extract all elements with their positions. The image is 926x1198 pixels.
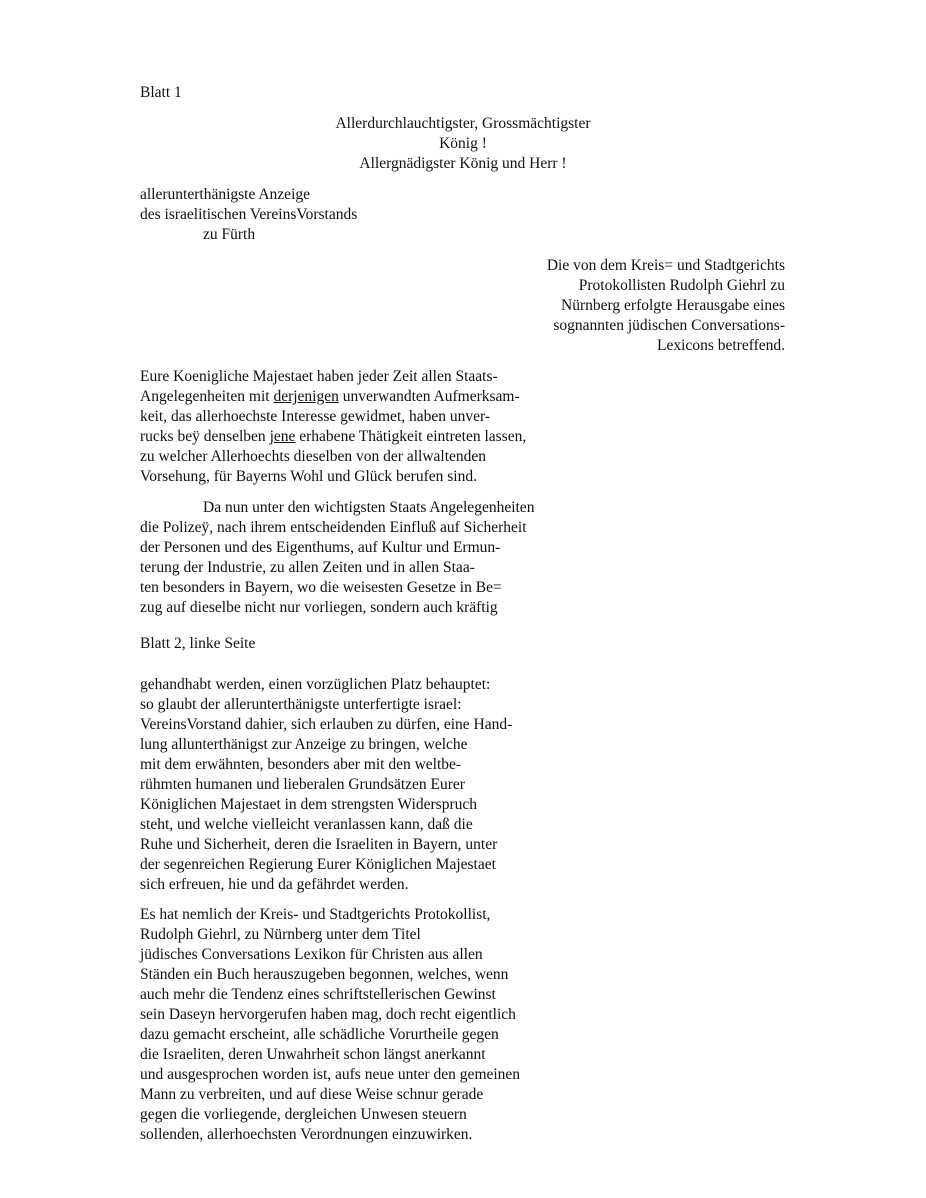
petition-line: des israelitischen VereinsVorstands: [140, 206, 358, 223]
paragraph-line: dazu gemacht erscheint, alle schädliche Vorurtheile gegen: [140, 1026, 499, 1043]
paragraph-line: Eure Koenigliche Majestaet haben jeder Zeit allen Staats-: [140, 368, 498, 385]
paragraph-line: sollenden, allerhoechsten Verordnungen einzuwirken.: [140, 1126, 473, 1143]
paragraph-line: VereinsVorstand dahier, sich erlauben zu dürfen, eine Hand-: [140, 716, 513, 733]
subject-line: Lexicons betreffend.: [657, 337, 785, 354]
paragraph-line: gegen die vorliegende, dergleichen Unwesen steuern: [140, 1106, 467, 1123]
paragraph-line: sein Daseyn hervorgerufen haben mag, doch recht eigentlich: [140, 1006, 516, 1023]
paragraph-line: Vorsehung, für Bayerns Wohl und Glück berufen sind.: [140, 468, 477, 485]
paragraph-line: der segenreichen Regierung Eurer Königlichen Majestaet: [140, 856, 496, 873]
subject-line: Die von dem Kreis= und Stadtgerichts: [546, 257, 785, 274]
paragraph-line: ten besonders in Bayern, wo die weisesten Gesetze in Be=: [140, 579, 502, 596]
paragraph-line: so glaubt der allerunterthänigste unterfertigte israel:: [140, 696, 462, 713]
paragraph-line: zug auf dieselbe nicht nur vorliegen, sondern auch kräftig: [140, 599, 498, 616]
paragraph-line: terung der Industrie, zu allen Zeiten und in allen Staa-: [140, 559, 475, 576]
underlined-word: jene: [269, 428, 296, 445]
petition-line: allerunterthänigste Anzeige: [140, 186, 311, 203]
petition-line: zu Fürth: [203, 226, 256, 243]
subject-line: sognannten jüdischen Conversations-: [553, 317, 785, 334]
paragraph-line: rühmten humanen und lieberalen Grundsätzen Eurer: [140, 776, 465, 793]
page-label-blatt-2: Blatt 2, linke Seite: [140, 635, 256, 652]
paragraph-line: rucks beÿ denselben jene erhabene Thätigkeit eintreten lassen,: [140, 428, 527, 445]
salutation-line: Allerdurchlauchtigster, Grossmächtigster: [335, 115, 591, 132]
paragraph-line: Ständen ein Buch herauszugeben begonnen, welches, wenn: [140, 966, 509, 983]
paragraph-line: Königlichen Majestaet in dem strengsten Widerspruch: [140, 796, 477, 813]
paragraph-line: jüdisches Conversations Lexikon für Christen aus allen: [140, 946, 483, 963]
paragraph-line: und ausgesprochen worden ist, aufs neue unter den gemeinen: [140, 1066, 521, 1083]
paragraph-line: Ruhe und Sicherheit, deren die Israeliten in Bayern, unter: [140, 836, 498, 853]
paragraph-line: Mann zu verbreiten, und auf diese Weise schnur gerade: [140, 1086, 484, 1103]
paragraph-line: Da nun unter den wichtigsten Staats Angelegenheiten: [203, 499, 535, 516]
paragraph-line: der Personen und des Eigenthums, auf Kultur und Ermun-: [140, 539, 501, 556]
salutation-line: König !: [439, 135, 487, 152]
paragraph-line: lung allunterthänigst zur Anzeige zu bringen, welche: [140, 736, 468, 753]
paragraph-line: keit, das allerhoechste Interesse gewidmet, haben unver-: [140, 408, 491, 425]
underlined-word: derjenigen: [273, 388, 339, 405]
paragraph-line: steht, und welche vielleicht veranlassen kann, daß die: [140, 816, 473, 833]
paragraph-line: zu welcher Allerhoechts dieselben von der allwaltenden: [140, 448, 487, 465]
paragraph-line: Es hat nemlich der Kreis- und Stadtgerichts Protokollist,: [140, 906, 491, 923]
paragraph-line: sich erfreuen, hie und da gefährdet werden.: [140, 876, 409, 893]
paragraph-line: die Polizeÿ, nach ihrem entscheidenden Einfluß auf Sicherheit: [140, 519, 527, 536]
subject-line: Protokollisten Rudolph Giehrl zu: [578, 277, 785, 294]
paragraph-line: Rudolph Giehrl, zu Nürnberg unter dem Titel: [140, 926, 421, 943]
paragraph-line: Angelegenheiten mit derjenigen unverwandten Aufmerksam-: [140, 388, 520, 405]
page-label-blatt-1: Blatt 1: [140, 84, 182, 101]
paragraph-line: mit dem erwähnten, besonders aber mit den weltbe-: [140, 756, 462, 773]
paragraph-line: die Israeliten, deren Unwahrheit schon längst anerkannt: [140, 1046, 486, 1063]
paragraph-line: gehandhabt werden, einen vorzüglichen Platz behauptet:: [140, 676, 491, 693]
subject-line: Nürnberg erfolgte Herausgabe eines: [561, 297, 785, 314]
salutation-line: Allergnädigster König und Herr !: [359, 155, 567, 172]
paragraph-line: auch mehr die Tendenz eines schriftstellerischen Gewinst: [140, 986, 496, 1003]
